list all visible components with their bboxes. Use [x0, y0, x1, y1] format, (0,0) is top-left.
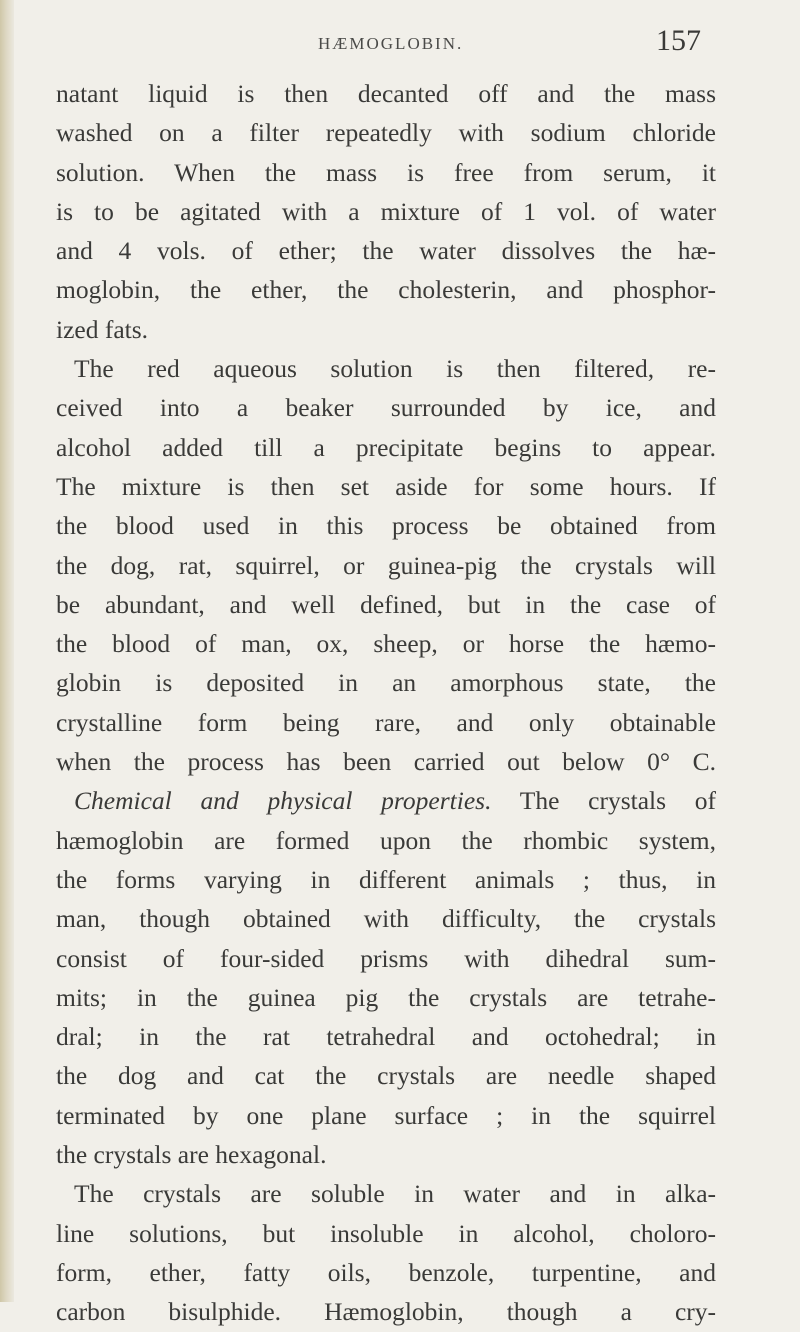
body-text	[56, 74, 716, 1332]
text-line: natant liquid is then decanted off and the mass	[56, 79, 716, 108]
text-line: hæmoglobin are formed upon the rhombic system,	[56, 825, 716, 855]
text-line: the crystals are hexagonal.	[56, 1140, 327, 1170]
section-heading: Chemical and physical properties.	[74, 786, 492, 816]
text-line: globin is deposited in an amorphous state, the	[56, 668, 716, 698]
section-first-line	[56, 781, 716, 820]
text-line: ized fats.	[56, 314, 149, 344]
text-line: mits; in the guinea pig the crystals are tetrahe-	[56, 982, 716, 1012]
text-line: The crystals are soluble in water and in alka-	[74, 1179, 716, 1209]
text-line: carbon bisulphide. Hæmoglobin, though a cry-	[56, 1297, 716, 1327]
text-line: The mixture is then set aside for some hours. If	[56, 471, 716, 501]
text-line: be abundant, and well defined, but in the case of	[56, 589, 716, 619]
text-line: the forms varying in different animals ; thus, in	[56, 864, 716, 894]
running-head-title: HÆMOGLOBIN.	[318, 34, 464, 53]
page-number: 157	[656, 24, 701, 57]
text-line: when the process has been carried out below 0° C.	[56, 747, 716, 777]
text-line: the dog, rat, squirrel, or guinea-pig the crystals will	[56, 550, 716, 580]
text-line: The red aqueous solution is then filtered, re-	[74, 354, 716, 384]
text-line: alcohol added till a precipitate begins to appear.	[56, 432, 716, 462]
text-line: solution. When the mass is free from serum, it	[56, 157, 716, 187]
text-line: crystalline form being rare, and only obtainable	[56, 707, 716, 737]
text-line: terminated by one plane surface ; in the squirrel	[56, 1100, 716, 1130]
text-line: and 4 vols. of ether; the water dissolves the hæ-	[56, 236, 716, 266]
text-line: dral; in the rat tetrahedral and octohedral; in	[56, 1022, 716, 1052]
section-first-line-text: The crystals of	[519, 786, 717, 816]
text-line: the dog and cat the crystals are needle shaped	[56, 1061, 716, 1091]
text-line: washed on a filter repeatedly with sodium chloride	[56, 118, 716, 148]
text-line: ceived into a beaker surrounded by ice, and	[56, 393, 716, 423]
text-line: man, though obtained with difficulty, the crystals	[56, 904, 716, 934]
text-line: consist of four-sided prisms with dihedral sum-	[56, 943, 716, 973]
text-line: moglobin, the ether, the cholesterin, and phosphor-	[56, 275, 716, 305]
text-line: the blood of man, ox, sheep, or horse the hæmo-	[56, 629, 716, 659]
text-line: form, ether, fatty oils, benzole, turpentine, and	[56, 1257, 716, 1287]
text-line: is to be agitated with a mixture of 1 vol. of water	[56, 196, 716, 226]
running-head	[0, 22, 800, 62]
text-line: line solutions, but insoluble in alcohol, choloro-	[56, 1218, 716, 1248]
text-line: the blood used in this process be obtained from	[56, 511, 716, 541]
